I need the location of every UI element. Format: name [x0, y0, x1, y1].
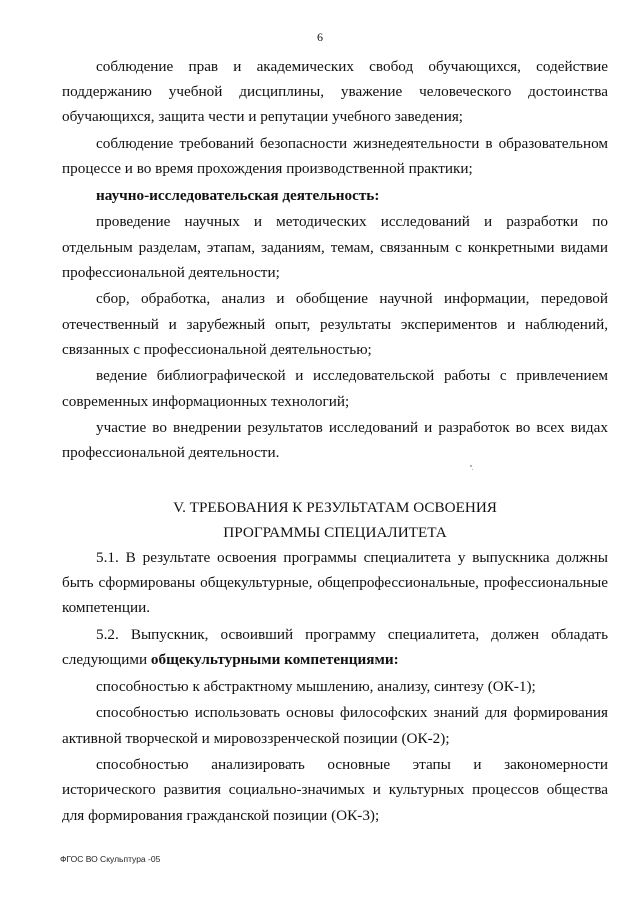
page-number: 6	[317, 30, 323, 44]
clause-5-1: 5.1. В результате освоения программы специалитета у выпускника должны быть сформированы общекультурные, общепрофессиональные, профессиональные компетенции.	[62, 549, 608, 617]
research-activity-heading: научно-исследовательская деятельность:	[96, 186, 380, 204]
scan-speck	[472, 469, 473, 470]
paragraph-safety: соблюдение требований безопасности жизнедеятельности в образовательном процессе и во время прохождения производственной практики;	[62, 135, 608, 178]
competency-ok-3: способностью анализировать основные этапы и закономерности исторического развития социально-значимых и культурных процессов общества для формирования гражданской позиции (ОК-3);	[62, 756, 608, 824]
paragraph-student-rights: соблюдение прав и академических свобод обучающихся, содействие поддержанию учебной дисциплины, уважение человеческого достоинства обучающихся, защита чести и репутации учебного заведения;	[62, 58, 608, 126]
section-title-line-1: V. ТРЕБОВАНИЯ К РЕЗУЛЬТАТАМ ОСВОЕНИЯ	[173, 498, 497, 516]
competency-ok-2: способностью использовать основы философских знаний для формирования активной творческой и мировоззренческой позиции (ОК-2);	[62, 704, 608, 747]
competency-ok-1: способностью к абстрактному мышлению, анализу, синтезу (ОК-1);	[96, 677, 536, 695]
research-item-1: проведение научных и методических исследований и разработки по отдельным разделам, этапам, заданиям, темам, связанным с конкретными видами профессиональной деятельности;	[62, 213, 608, 281]
clause-5-2-bold: общекультурными компетенциями:	[150, 651, 399, 669]
section-title	[62, 495, 608, 545]
clause-5-2	[62, 622, 608, 672]
research-item-2: сбор, обработка, анализ и обобщение научной информации, передовой отечественный и зарубежный опыт, результаты экспериментов и наблюдений, связанных с профессиональной деятельностью;	[62, 290, 608, 358]
document-body	[62, 54, 608, 829]
research-item-3: ведение библиографической и исследовательской работы с привлечением современных информационных технологий;	[62, 367, 608, 410]
document-footer: ФГОС ВО Скульптура -05	[60, 854, 161, 864]
clause-5-2-text: 5.2. Выпускник, освоивший программу специалитета, должен обладать следующими	[62, 626, 608, 669]
section-title-line-2: ПРОГРАММЫ СПЕЦИАЛИТЕТА	[223, 523, 447, 541]
scan-speck	[470, 465, 472, 467]
research-item-4: участие во внедрении результатов исследований и разработок во всех видах профессиональной деятельности.	[62, 419, 608, 462]
